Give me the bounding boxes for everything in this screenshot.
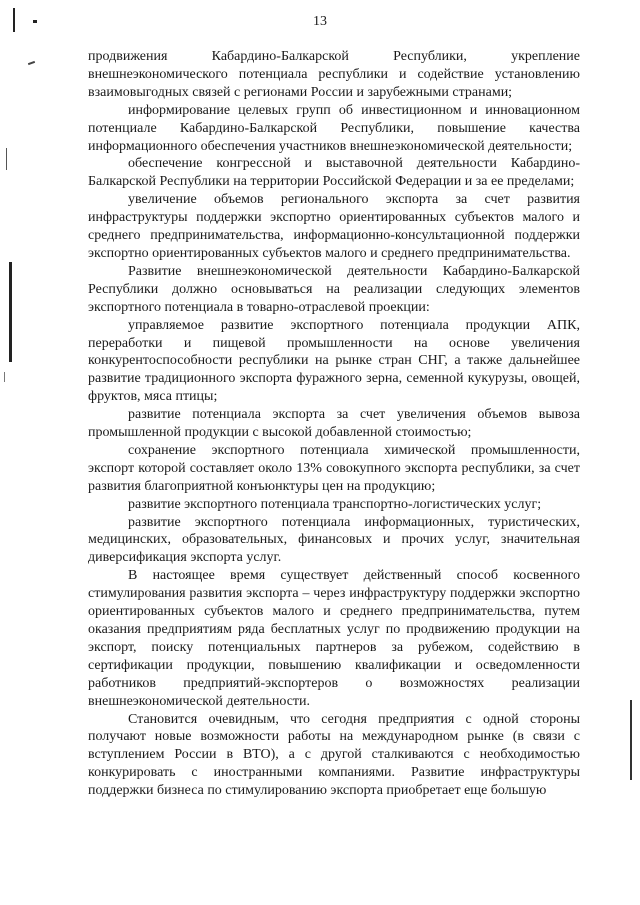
scan-artifact (9, 262, 12, 362)
paragraph: обеспечение конгрессной и выставочной деятельности Кабардино-Балкарской Республики на территории Российской Федерации и за ее пределами; (88, 156, 580, 190)
scan-artifact (6, 148, 7, 170)
paragraph: управляемое развитие экспортного потенциала продукции АПК, переработки и пищевой промышленности на основе увеличения конкурентоспособности республики на рынке стран СНГ, а также дальнейшее развитие традиционного экспорта фуражного зерна, семенной кукурузы, овощей, фруктов, мяса птицы; (88, 317, 580, 405)
paragraph-continuation: продвижения Кабардино-Балкарской Республики, укрепление внешнеэкономического потенциала республики и содействие установлению взаимовыгодных связей с регионами России и зарубежными странами; (88, 49, 580, 100)
paragraph: В настоящее время существует действенный способ косвенного стимулирования развития экспорта – через инфраструктуру поддержки экспортно ориентированных субъектов малого и среднего предпринимательства, путем оказания предприятиям ряда бесплатных услуг по продвижению продукции на экспорт, поиску потенциальных партнеров за рубежом, содействию в сертификации продукции, повышению квалификации и осведомленности работников предприятий-экспортеров о возможностях реализации внешнеэкономической деятельности. (88, 568, 580, 709)
paragraph: сохранение экспортного потенциала химической промышленности, экспорт которой составляет около 13% совокупного экспорта республики, за счет развития благоприятной конъюнктуры цен на продукцию; (88, 442, 580, 494)
paragraph: Развитие внешнеэкономической деятельности Кабардино-Балкарской Республики должно основываться на реализации следующих элементов экспортного потенциала в товарно-отраслевой проекции: (88, 263, 580, 315)
paragraph: информирование целевых групп об инвестиционном и инновационном потенциале Кабардино-Балкарской Республики, повышение качества информационного обеспечения участников внешнеэкономической деятельности; (88, 102, 580, 154)
scan-artifact (28, 61, 35, 65)
paragraph: развитие экспортного потенциала транспортно-логистических услуг; (128, 496, 542, 512)
scan-artifact (630, 700, 632, 780)
paragraph: развитие потенциала экспорта за счет увеличения объемов вывоза промышленной продукции с высокой добавленной стоимостью; (88, 407, 580, 441)
paragraph: Становится очевидным, что сегодня предприятия с одной стороны получают новые возможности работы на международном рынке (в связи с вступлением России в ВТО), а с другой сталкиваются с необходимостью конкурировать с иностранными компаниями. Развитие инфраструктуры поддержки бизнеса по стимулированию экспорта приобретает еще большую (88, 711, 580, 799)
scan-artifact (4, 372, 5, 382)
paragraph: развитие экспортного потенциала информационных, туристических, медицинских, образовательных, финансовых и прочих услуг, значительная диверсификация экспорта услуг. (88, 514, 580, 566)
paragraph: увеличение объемов регионального экспорта за счет развития инфраструктуры поддержки экспортно ориентированных субъектов малого и среднего предпринимательства, информационно-консультационной поддержки экспортно ориентированных субъектов малого и среднего предпринимательства. (88, 192, 580, 261)
document-body (88, 48, 580, 800)
page-number: 13 (313, 14, 327, 29)
